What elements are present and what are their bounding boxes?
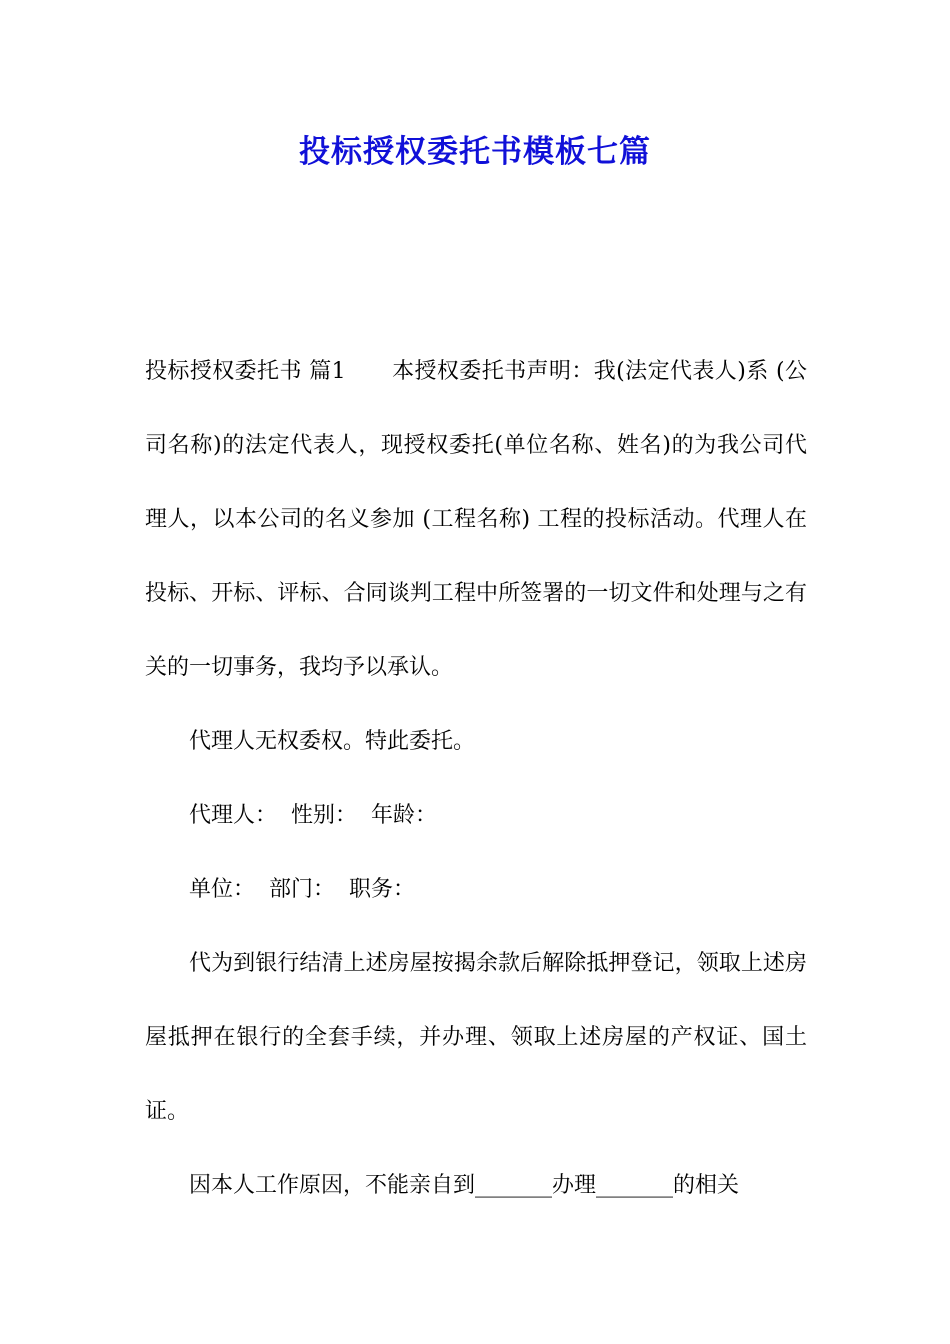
paragraph-2: 代理人无权委权。特此委托。 [189,729,476,754]
paragraph-4: 单位： 部门： 职务： [189,877,415,902]
document-body [145,335,807,1223]
paragraph-1-text: 本授权委托书声明：我(法定代表人)系 (公司名称)的法定代表人，现授权委托(单位名称、姓名)的为我公司代理人，以本公司的名义参加 (工程名称) 工程的投标活动。代理人在投标、开标、评标、合同谈判工程中所签署的一切文件和处理与之有关的一切事务，我均予以承认。 [145,359,807,680]
paragraph-5: 代为到银行结清上述房屋按揭余款后解除抵押登记，领取上述房屋抵押在银行的全套手续，并办理、领取上述房屋的产权证、国土证。 [145,951,807,1124]
paragraph-3: 代理人： 性别： 年龄： [189,803,437,828]
document-title: 投标授权委托书模板七篇 [299,134,651,170]
paragraph-6: 因本人工作原因，不能亲自到_______办理_______的相关 [189,1173,740,1198]
section-heading: 投标授权委托书 篇1 [145,359,346,384]
paragraph-1 [145,335,807,705]
